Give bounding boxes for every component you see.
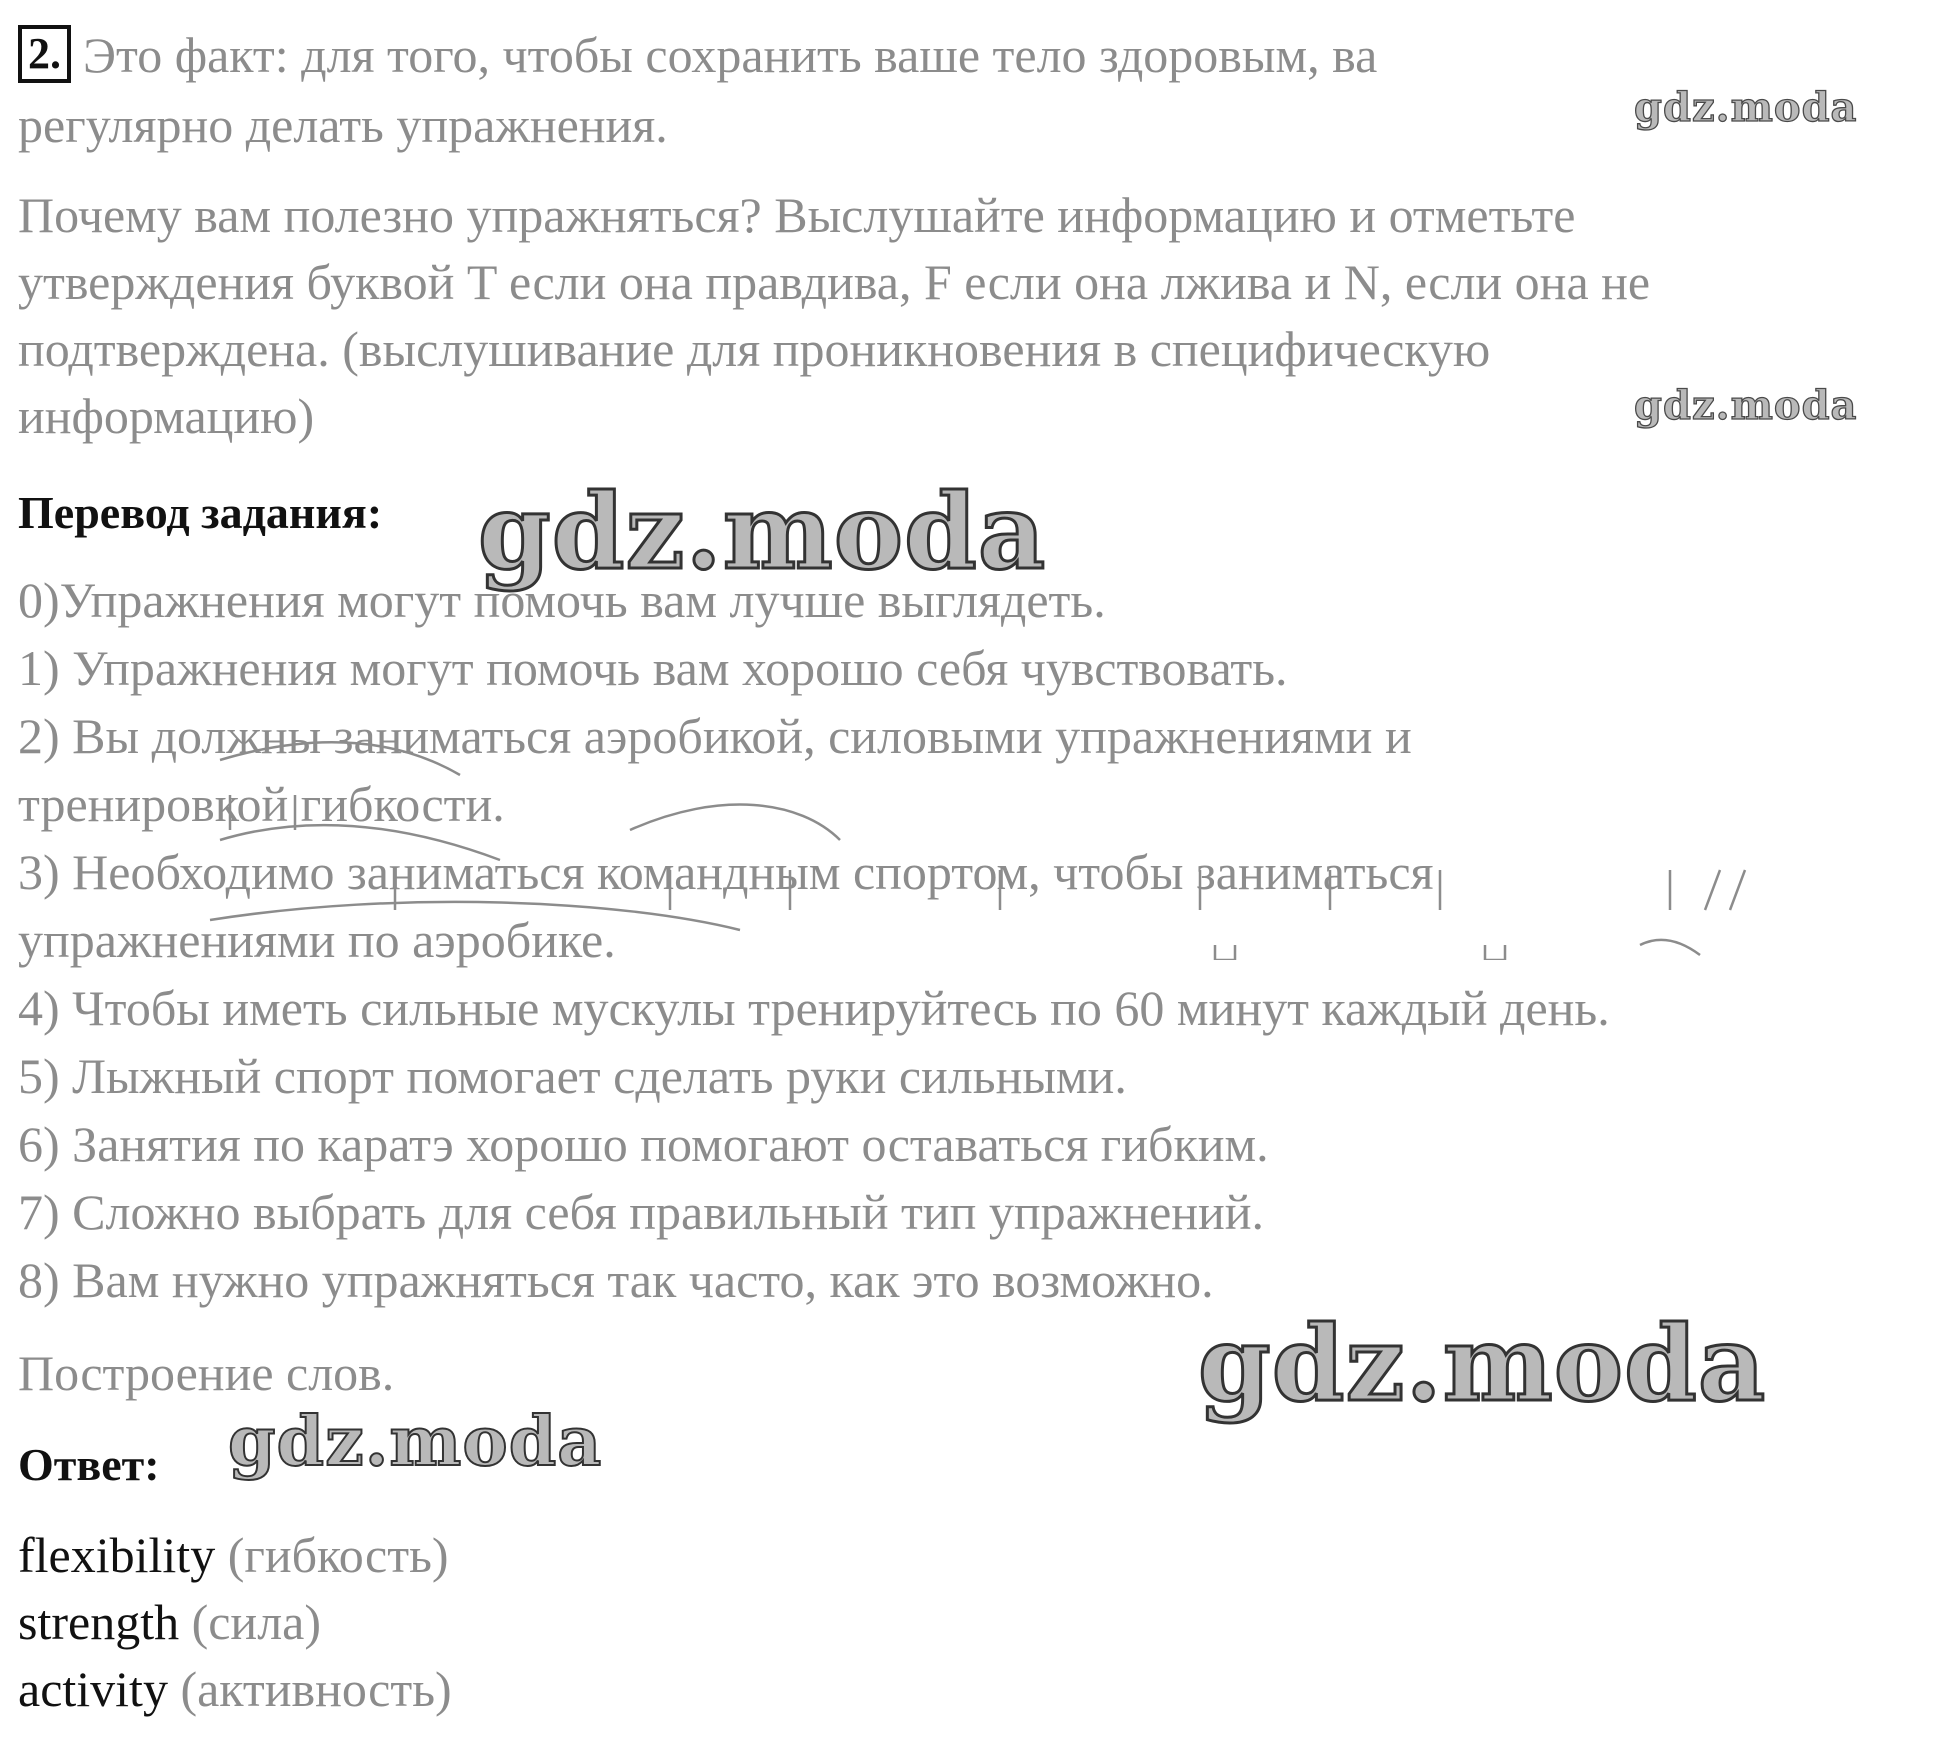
instruction-line-1: Почему вам полезно упражняться? Выслушайте информацию и отметьте bbox=[18, 187, 1576, 243]
instruction-line-3: подтверждена. (выслушивание для проникновения в специфическую bbox=[18, 321, 1491, 377]
instruction-line-4: информацию) bbox=[18, 388, 315, 444]
answer-word: strength bbox=[18, 1594, 180, 1650]
answer-heading: Ответ: bbox=[18, 1439, 160, 1490]
watermark: gdz.moda bbox=[228, 1402, 603, 1482]
translation-line: 4) Чтобы иметь сильные мускулы тренируйтесь по 60 минут каждый день. bbox=[18, 980, 1610, 1036]
task-number: 2. bbox=[18, 25, 71, 83]
translation-line: 5) Лыжный спорт помогает сделать руки сильными. bbox=[18, 1048, 1127, 1104]
translation-line: 1) Упражнения могут помочь вам хорошо себя чувствовать. bbox=[18, 640, 1288, 696]
watermark: gdz.moda bbox=[478, 470, 1047, 593]
translation-line: 6) Занятия по каратэ хорошо помогают оставаться гибким. bbox=[18, 1116, 1269, 1172]
translation-heading: Перевод задания: bbox=[18, 487, 383, 538]
scribble-marks bbox=[200, 720, 1760, 960]
task-intro-line-1 bbox=[18, 22, 1377, 88]
watermark: gdz.moda bbox=[1198, 1302, 1767, 1425]
translation-line: упражнениями по аэробике. bbox=[18, 912, 616, 968]
translation-line: 3) Необходимо заниматься командным спортом, чтобы заниматься bbox=[18, 844, 1434, 900]
translation-line: 8) Вам нужно упражняться так часто, как это возможно. bbox=[18, 1252, 1214, 1308]
translation-line: 7) Сложно выбрать для себя правильный тип упражнений. bbox=[18, 1184, 1265, 1240]
answer-translation: (активность) bbox=[180, 1661, 452, 1717]
instruction-line-2: утверждения буквой T если она правдива, F если она лжива и N, если она не bbox=[18, 254, 1651, 310]
word-building-label: Построение слов. bbox=[18, 1345, 395, 1401]
answer-word: flexibility bbox=[18, 1527, 216, 1583]
answer-word: activity bbox=[18, 1661, 168, 1717]
watermark: gdz.moda bbox=[1634, 382, 1858, 429]
answer-translation: (сила) bbox=[191, 1594, 321, 1650]
answer-item bbox=[18, 1656, 452, 1722]
answer-translation: (гибкость) bbox=[227, 1527, 449, 1583]
watermark: gdz.moda bbox=[1634, 84, 1858, 131]
task-intro-line-2: регулярно делать упражнения. bbox=[18, 97, 668, 153]
translation-line: 2) Вы должны заниматься аэробикой, силовыми упражнениями и bbox=[18, 708, 1412, 764]
task-intro-text: Это факт: для того, чтобы сохранить ваше тело здоровым, ва bbox=[83, 27, 1378, 83]
translation-line: 0)Упражнения могут помочь вам лучше выглядеть. bbox=[18, 572, 1106, 628]
answer-item bbox=[18, 1522, 449, 1588]
answer-item bbox=[18, 1589, 321, 1655]
translation-line: тренировкой гибкости. bbox=[18, 776, 505, 832]
